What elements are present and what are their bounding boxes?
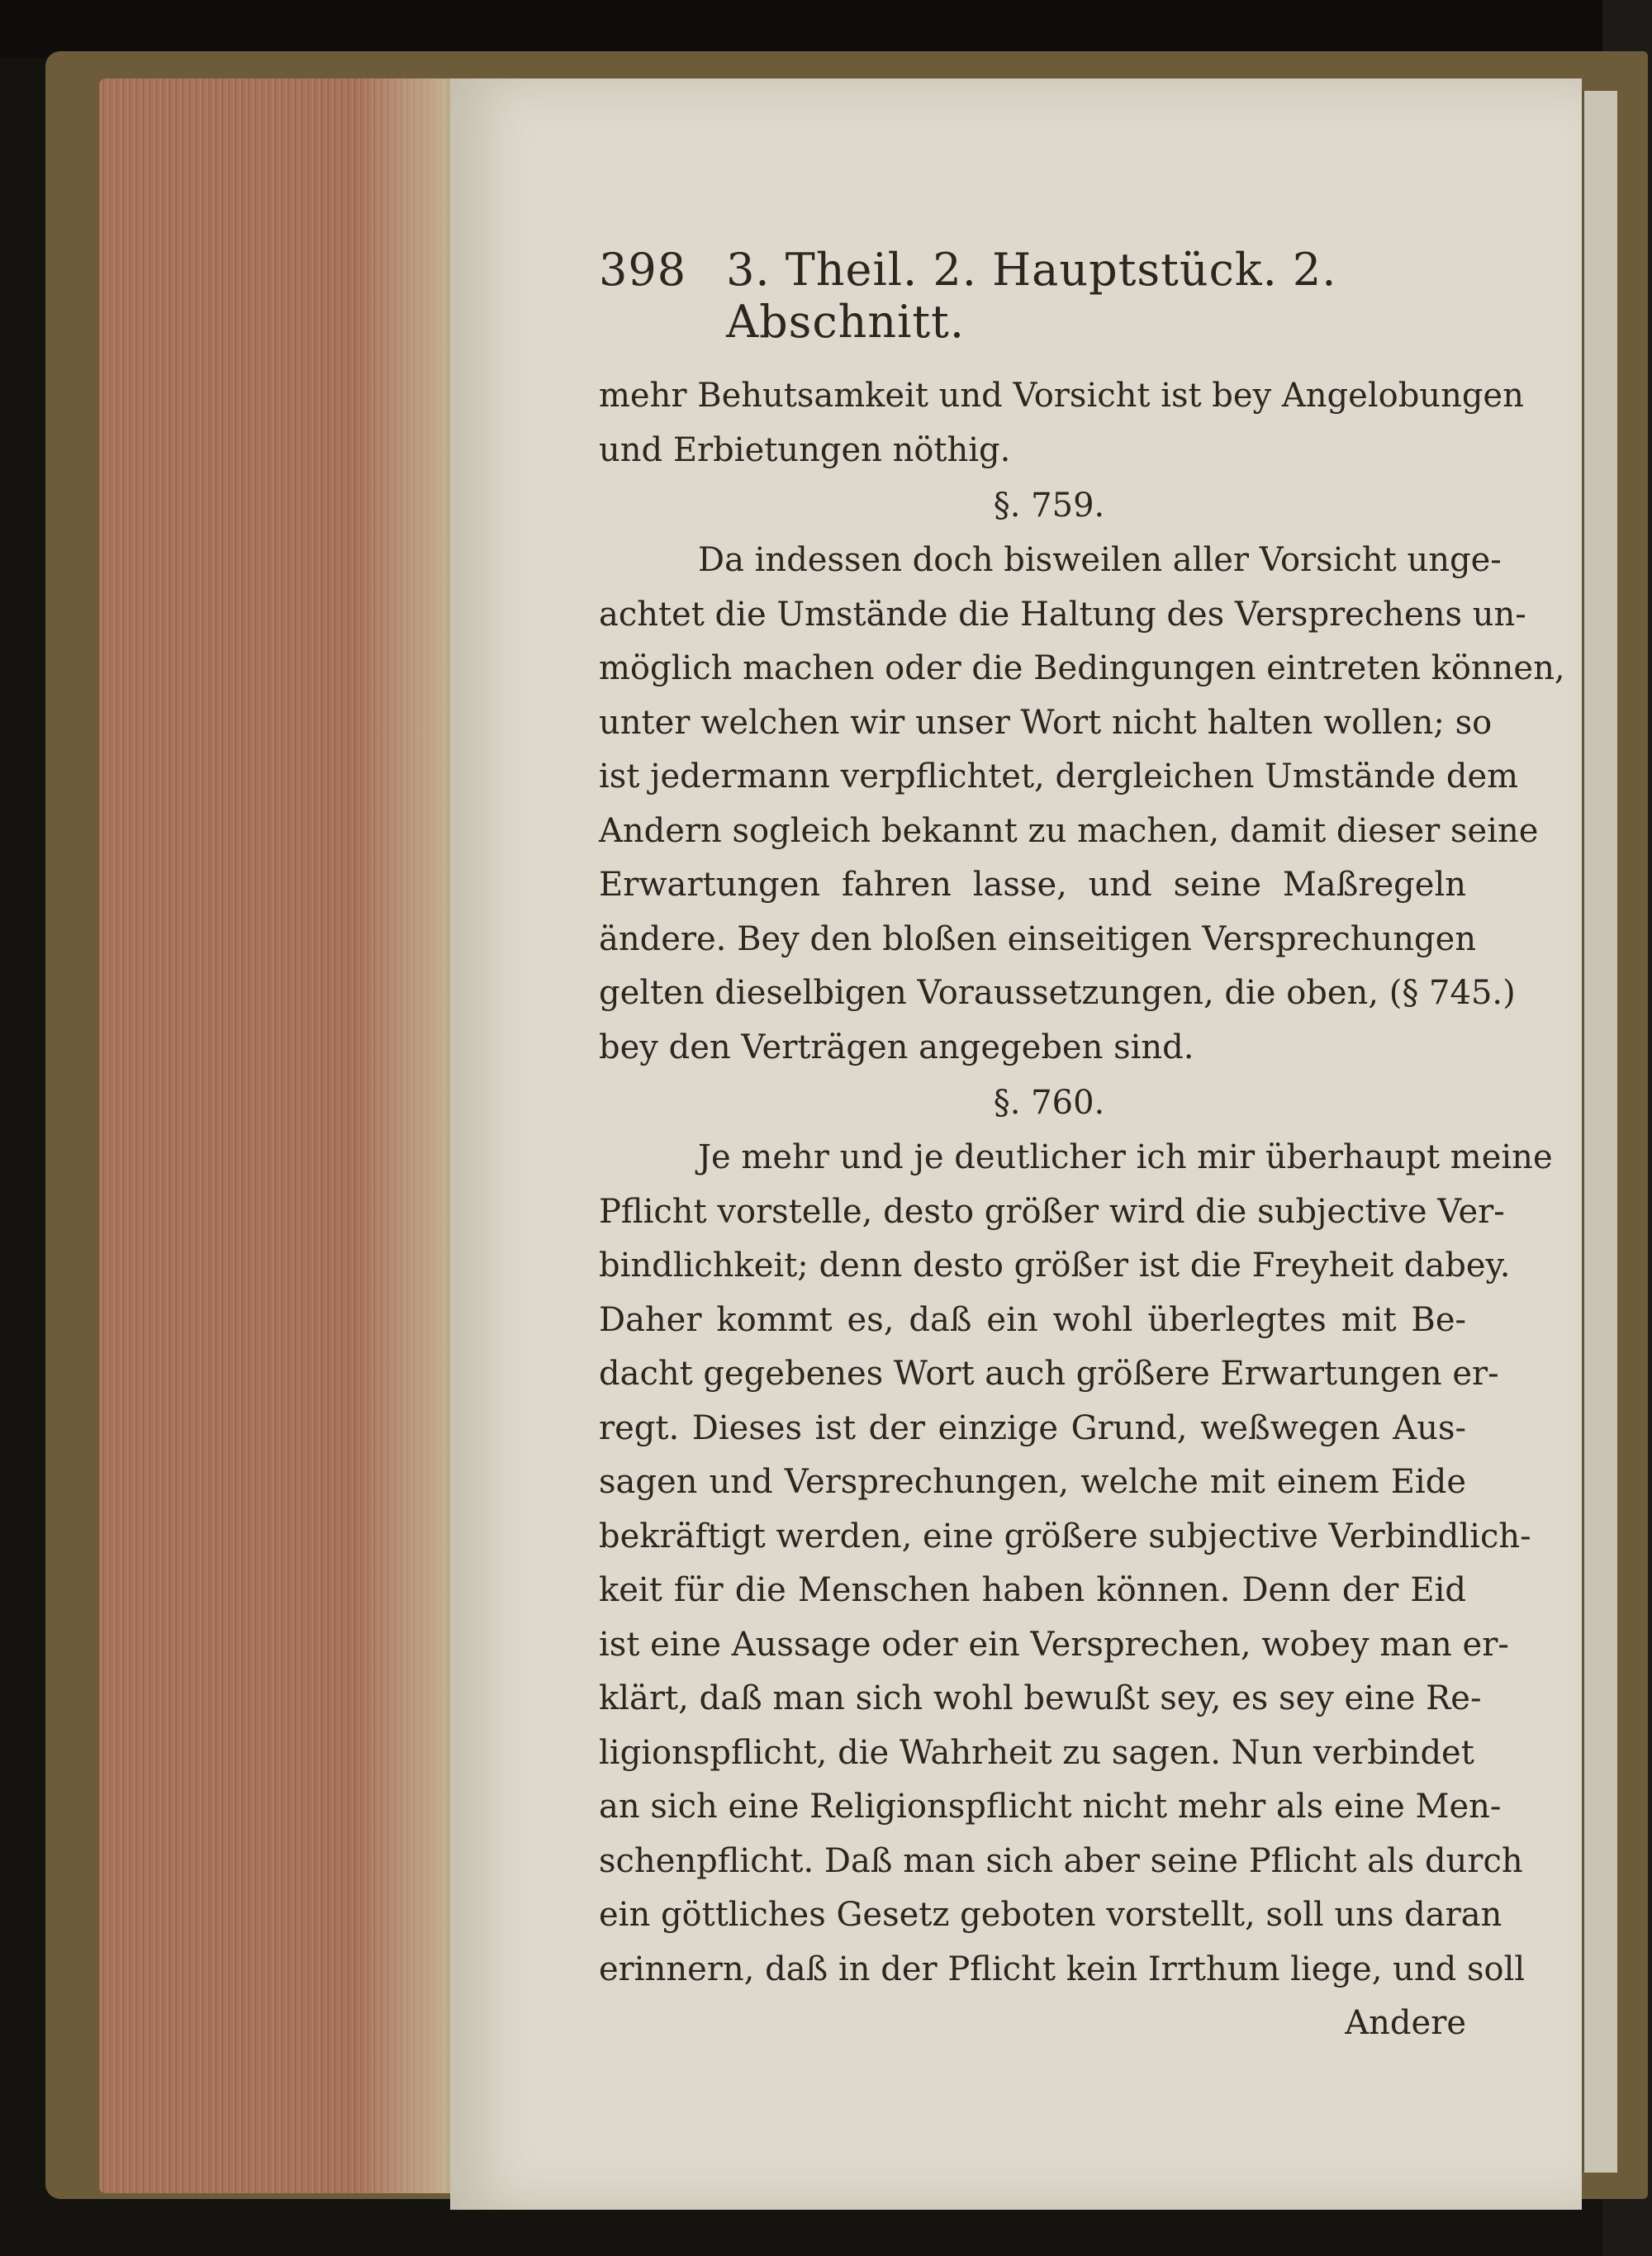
catchword: Andere <box>1345 2004 1466 2042</box>
text-line: ein göttliches Gesetz geboten vorstellt, soll uns daran <box>599 1896 1502 1934</box>
text-line: Daher kommt es, daß ein wohl überlegtes mit Be- <box>599 1300 1466 1339</box>
text-line: dacht gegebenes Wort auch größere Erwartungen er- <box>599 1355 1499 1393</box>
text-line: ändere. Bey den bloßen einseitigen Versprechungen <box>599 919 1477 958</box>
text-line: Je mehr und je deutlicher ich mir überhaupt meine <box>698 1138 1553 1176</box>
text-line: gelten dieselbigen Voraussetzungen, die oben, (§ 745.) <box>599 974 1516 1012</box>
text-line: bekräftigt werden, eine größere subjective Verbindlich- <box>599 1517 1531 1555</box>
text-line: an sich eine Religionspflicht nicht mehr als eine Men- <box>599 1788 1502 1826</box>
text-line: ist eine Aussage oder ein Versprechen, wobey man er- <box>599 1625 1509 1664</box>
text-block <box>599 244 1565 2050</box>
section-759 <box>599 477 1565 1075</box>
text-line: Da indessen doch bisweilen aller Vorsicht unge- <box>698 541 1502 579</box>
text-line: achtet die Umstände die Haltung des Versprechens un- <box>599 595 1526 634</box>
section-760 <box>599 1075 1553 1997</box>
text-line: bey den Verträgen angegeben sind. <box>599 1028 1194 1066</box>
background-top <box>0 0 1652 58</box>
text-line: Andern sogleich bekannt zu machen, damit dieser seine <box>599 811 1539 850</box>
intro-paragraph <box>599 369 1524 477</box>
text-line: und Erbietungen nöthig. <box>599 430 1011 469</box>
text-line: keit für die Menschen haben können. Denn der Eid <box>599 1571 1466 1609</box>
text-line: klärt, daß man sich wohl bewußt sey, es sey eine Re- <box>599 1679 1482 1717</box>
section-heading: §. 759. <box>993 487 1105 525</box>
printed-page <box>450 78 1582 2210</box>
page-number: 398 <box>599 244 687 296</box>
text-line: erinnern, daß in der Pflicht kein Irrthum liege, und soll <box>599 1950 1526 1988</box>
text-line: bindlichkeit; denn desto größer ist die Freyheit dabey. <box>599 1247 1511 1285</box>
text-line: Erwartungen fahren lasse, und seine Maßregeln <box>599 866 1466 904</box>
running-head-title: 3. Theil. 2. Hauptstück. 2. Abschnitt. <box>726 244 1337 348</box>
text-line: mehr Behutsamkeit und Vorsicht ist bey Angelobungen <box>599 377 1524 415</box>
text-line: ligionspflicht, die Wahrheit zu sagen. Nun verbindet <box>599 1733 1474 1772</box>
running-head <box>599 244 1466 348</box>
text-line: unter welchen wir unser Wort nicht halten wollen; so <box>599 703 1493 742</box>
text-line: ist jedermann verpflichtet, dergleichen Umstände dem <box>599 758 1519 796</box>
text-line: möglich machen oder die Bedingungen eintreten können, <box>599 649 1565 687</box>
text-line: regt. Dieses ist der einzige Grund, weßwegen Aus- <box>599 1408 1466 1447</box>
text-line: sagen und Versprechungen, welche mit einem Eide <box>599 1463 1466 1501</box>
facing-page-edge <box>1582 91 1617 2173</box>
page-gutter-shade <box>355 78 454 2193</box>
text-line: Pflicht vorstelle, desto größer wird die subjective Ver- <box>599 1192 1505 1231</box>
text-line: schenpflicht. Daß man sich aber seine Pflicht als durch <box>599 1841 1523 1880</box>
section-heading: §. 760. <box>993 1084 1105 1122</box>
